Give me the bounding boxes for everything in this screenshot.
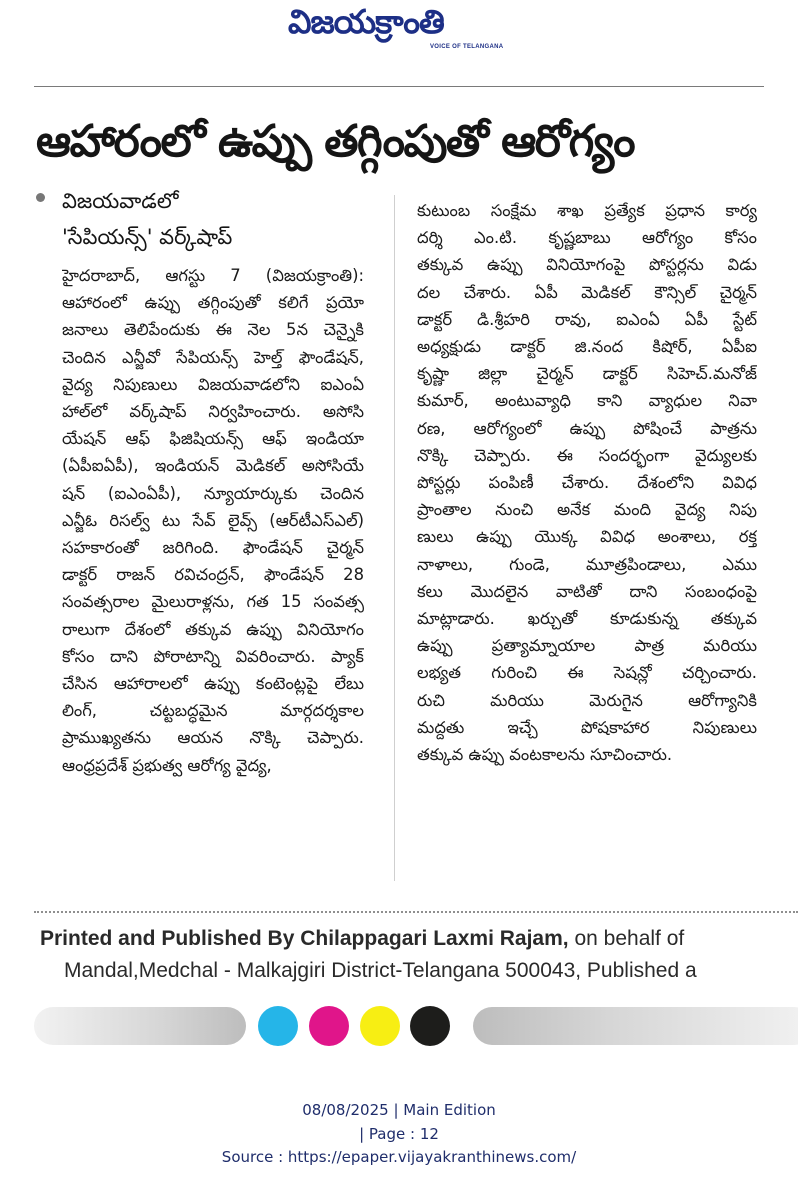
- article-line: మాట్లాడారు. ఖర్చుతో కూడుకున్న తక్కువ: [417, 609, 757, 629]
- magenta-swatch: [309, 1006, 349, 1046]
- article-line: కుటుంబ సంక్షేమ శాఖ ప్రత్యేక ప్రధాన కార్య: [417, 201, 757, 220]
- article-headline: ఆహారంలో ఉప్పు తగ్గింపుతో ఆరోగ్యం: [36, 116, 635, 167]
- article-column-left: [62, 262, 364, 779]
- article-line: ఎన్జీఓ రిసల్వ్ టు సేవ్ లైవ్స్ (ఆర్‌టీఎస్ఎల్): [62, 510, 364, 530]
- article-line: దల చేశారు. ఏపీ మెడికల్ కౌన్సిల్ చైర్మన్: [417, 282, 757, 302]
- article-line: డాక్టర్ రాజన్ రవిచంద్రన్, ఫౌండేషన్ 28: [62, 565, 364, 585]
- imprint-line-2: Mandal,Medchal - Malkajgiri District-Telangana 500043, Published a: [64, 959, 697, 982]
- imprint-line-1: [40, 927, 684, 951]
- article-line: తక్కువ ఉప్పు వినియోగంపై పోస్టర్లను విడు: [417, 255, 757, 275]
- article-line: ణులు ఉప్పు యొక్క వివిధ అంశాలు, రక్త: [417, 527, 757, 547]
- article-line: జనాలు తెలిపేందుకు ఈ నెల 5న చెన్నైకి: [62, 320, 364, 340]
- article-line: హాల్‌లో వర్క్‌షాప్ నిర్వహించారు. అసోసి: [62, 402, 364, 422]
- article-line: ఆంధ్రప్రదేశ్ ప్రభుత్వ ఆరోగ్య వైద్య,: [62, 755, 272, 775]
- bullet-icon: [36, 193, 45, 202]
- imprint-publisher: Printed and Published By Chilappagari Laxmi Rajam,: [40, 927, 569, 950]
- article-line: యేషన్ ఆఫ్ ఫిజిషియన్స్ ఆఫ్ ఇండియా: [62, 429, 364, 449]
- black-swatch: [410, 1006, 450, 1046]
- top-rule: [34, 86, 764, 87]
- yellow-swatch: [360, 1006, 400, 1046]
- article-line: దర్శి ఎం.టి. కృష్ణబాబు ఆరోగ్యం కోసం: [417, 228, 757, 248]
- article-line: నొక్కి చెప్పారు. ఈ సందర్భంగా వైద్యులకు: [417, 445, 757, 465]
- source-link[interactable]: Source : https://epaper.vijayakranthinews.com/: [221, 1148, 577, 1166]
- subhead-line: 'సేపియన్స్' వర్క్‌షాప్: [62, 225, 233, 249]
- imprint-behalf: on behalf of: [568, 927, 685, 950]
- article-line: లింగ్, చట్టబద్ధమైన మార్గదర్శకాల: [62, 701, 364, 721]
- article-line: రుచి మరియు మెరుగైన ఆరోగ్యానికి: [417, 690, 757, 710]
- article-line: వైద్య నిపుణులు విజయవాడలోని ఐఎంఏ: [62, 374, 364, 394]
- masthead-tagline: VOICE OF TELANGANA: [430, 44, 504, 50]
- article-line: ఆహారంలో ఉప్పు తగ్గింపుతో కలిగే ప్రయో: [62, 293, 364, 313]
- article-line: సంవత్సరాల మైలురాళ్లను, గత 15 సంవత్స: [62, 592, 364, 612]
- masthead-title: విజయక్రాంతి: [288, 2, 444, 41]
- article-line: చేసిన ఆహారాలలో ఉప్పు కంటెంట్లపై లేబు: [62, 674, 364, 694]
- article-line: కోసం దాని పోరాటాన్ని వివరించారు. ప్యాక్: [62, 646, 364, 666]
- article-line: పోస్టర్లు పంపిణీ చేశారు. దేశంలోని వివిధ: [417, 473, 757, 493]
- article-line: ప్రాంతాల నుంచి అనేక మంది వైద్య నిపు: [417, 500, 757, 520]
- article-line: కలు మొదలైన వాటితో దాని సంబంధంపై: [417, 581, 757, 601]
- article-line: సహకారంతో జరిగింది. ఫౌండేషన్ చైర్మన్: [62, 538, 364, 558]
- article-line: ప్రాముఖ్యతను ఆయన నొక్కి చెప్పారు.: [62, 728, 364, 748]
- article-line: చెందిన ఎన్జీవో సేపియన్స్ హెల్త్ ఫౌండేషన్,: [62, 347, 364, 367]
- article-line: డాక్టర్ డి.శ్రీహరి రావు, ఐఎంఏ ఏపీ స్టేట్: [417, 309, 757, 329]
- article-line: షన్ (ఐఎంఏపీ), న్యూయార్కుకు చెందిన: [62, 483, 364, 503]
- article-line: మద్దతు ఇచ్చే పోషకాహార నిపుణులు: [417, 717, 757, 737]
- article-column-right: [417, 197, 757, 768]
- article-line: తక్కువ ఉప్పు వంటకాలను సూచించారు.: [417, 745, 673, 765]
- registration-bar-left: [34, 1007, 246, 1045]
- edition-date: 08/08/2025 | Main Edition: [302, 1101, 496, 1119]
- subhead-line: విజయవాడలో: [62, 189, 179, 213]
- article-line: అధ్యక్షుడు డాక్టర్ జి.నంద కిషోర్, ఏపీఐ: [417, 337, 757, 357]
- article-line: లభ్యత గురించి ఈ సెషన్లో చర్చించారు.: [417, 663, 757, 683]
- masthead-logo: [280, 2, 520, 58]
- article-line: ఉప్పు ప్రత్యామ్నాయాల పాత్ర మరియు: [417, 636, 757, 656]
- imprint-rule: [34, 911, 798, 913]
- page-number: | Page : 12: [359, 1125, 439, 1143]
- article-line: కృష్ణా జిల్లా చైర్మన్ డాక్టర్ సిహెచ్.మనోజ్: [417, 364, 757, 384]
- article-line: (ఏపీఐఏపీ), ఇండియన్ మెడికల్ అసోసియే: [62, 456, 364, 476]
- article-line: రణ, ఆరోగ్యంలో ఉప్పు పోషించే పాత్రను: [417, 418, 757, 438]
- column-divider: [394, 195, 395, 881]
- article-line: నాళాలు, గుండె, మూత్రపిండాలు, ఎము: [417, 554, 757, 574]
- article-line: కుమార్, అంటువ్యాధి కాని వ్యాధుల నివా: [417, 391, 757, 411]
- cyan-swatch: [258, 1006, 298, 1046]
- article-subhead: [62, 183, 232, 255]
- article-line: రాలుగా దేశంలో తక్కువ ఉప్పు వినియోగం: [62, 619, 364, 639]
- article-line: హైదరాబాద్, ఆగస్టు 7 (విజయక్రాంతి):: [62, 266, 364, 285]
- registration-bar-right: [473, 1007, 798, 1045]
